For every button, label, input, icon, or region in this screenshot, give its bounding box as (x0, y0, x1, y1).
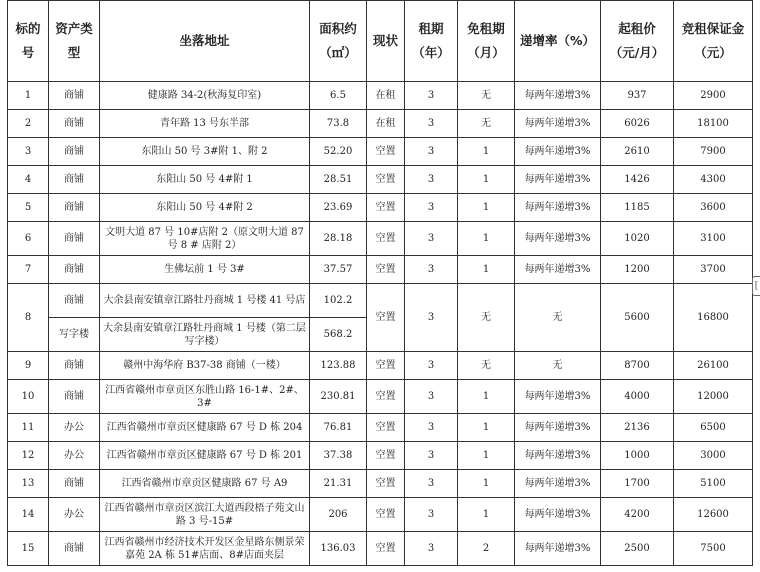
cell-status: 空置 (367, 222, 405, 256)
cell-deposit: 3100 (674, 222, 753, 256)
cell-type: 商铺 (49, 166, 100, 194)
cell-status: 空置 (367, 470, 405, 498)
cell-rent: 5600 (601, 284, 674, 352)
table-row (8, 352, 753, 380)
table-row (8, 498, 753, 532)
cell-free: 1 (458, 166, 515, 194)
cell-no: 6 (8, 222, 49, 256)
cell-no: 8 (8, 284, 49, 352)
cell-no: 4 (8, 166, 49, 194)
cell-term: 3 (405, 498, 458, 532)
cell-status: 空置 (367, 532, 405, 566)
cell-area: 37.38 (310, 442, 367, 470)
table-row (8, 380, 753, 414)
cell-increment: 无 (515, 284, 601, 352)
cell-term: 3 (405, 110, 458, 138)
cell-type: 商铺 (49, 222, 100, 256)
table-row (8, 166, 753, 194)
cell-type: 商铺 (49, 82, 100, 110)
cell-area: 23.69 (310, 194, 367, 222)
cell-area: 568.2 (310, 318, 367, 352)
cell-deposit: 5100 (674, 470, 753, 498)
cell-term: 3 (405, 532, 458, 566)
cell-increment: 每两年递增3% (515, 138, 601, 166)
cell-status: 空置 (367, 498, 405, 532)
cell-status: 空置 (367, 256, 405, 284)
col-header-address: 坐落地址 (100, 1, 310, 82)
cell-deposit: 6500 (674, 414, 753, 442)
cell-area: 52.20 (310, 138, 367, 166)
cell-type: 办公 (49, 498, 100, 532)
col-header-free: 免租期（月） (458, 1, 515, 82)
cell-type: 商铺 (49, 470, 100, 498)
cell-area: 28.51 (310, 166, 367, 194)
cell-area: 21.31 (310, 470, 367, 498)
col-header-deposit: 竞租保证金（元） (674, 1, 753, 82)
cell-deposit: 16800 (674, 284, 753, 352)
cell-deposit: 7500 (674, 532, 753, 566)
cell-status: 空置 (367, 442, 405, 470)
cell-status: 空置 (367, 166, 405, 194)
cell-increment: 每两年递增3% (515, 110, 601, 138)
cell-status: 空置 (367, 414, 405, 442)
cell-status: 在租 (367, 82, 405, 110)
col-header-no: 标的号 (8, 1, 49, 82)
lease-table (7, 0, 753, 566)
cell-free: 无 (458, 284, 515, 352)
cell-increment: 每两年递增3% (515, 380, 601, 414)
cell-no: 14 (8, 498, 49, 532)
cell-address: 江西省赣州市章贡区滨江大道西段梧子苑文山路 3 号-15# (100, 498, 310, 532)
cell-rent: 4000 (601, 380, 674, 414)
table-row (8, 222, 753, 256)
cell-status: 空置 (367, 284, 405, 352)
cell-increment: 每两年递增3% (515, 82, 601, 110)
cell-address: 青年路 13 号东半部 (100, 110, 310, 138)
cell-free: 1 (458, 498, 515, 532)
cell-no: 1 (8, 82, 49, 110)
cell-address: 东阳山 50 号 4#附 1 (100, 166, 310, 194)
cell-area: 230.81 (310, 380, 367, 414)
cell-no: 9 (8, 352, 49, 380)
table-row (8, 82, 753, 110)
cell-address: 江西省赣州市经济技术开发区金星路东侧景荣嘉苑 2A 栋 51#店面、8#店面夹层 (100, 532, 310, 566)
cell-address: 东阳山 50 号 3#附 1、附 2 (100, 138, 310, 166)
cell-type: 商铺 (49, 194, 100, 222)
cell-increment: 每两年递增3% (515, 442, 601, 470)
cell-type: 商铺 (49, 352, 100, 380)
cell-address: 赣州中海华府 B37-38 商铺（一楼） (100, 352, 310, 380)
cell-increment: 每两年递增3% (515, 194, 601, 222)
cell-rent: 937 (601, 82, 674, 110)
cell-term: 3 (405, 414, 458, 442)
cell-increment: 每两年递增3% (515, 256, 601, 284)
cell-term: 3 (405, 256, 458, 284)
table-row (8, 414, 753, 442)
cell-term: 3 (405, 82, 458, 110)
cell-area: 6.5 (310, 82, 367, 110)
cell-free: 1 (458, 222, 515, 256)
cell-address: 健康路 34-2(秋海复印室) (100, 82, 310, 110)
cell-area: 28.18 (310, 222, 367, 256)
table-row (8, 110, 753, 138)
cell-increment: 每两年递增3% (515, 532, 601, 566)
cell-area: 73.8 (310, 110, 367, 138)
cell-increment: 每两年递增3% (515, 222, 601, 256)
cell-rent: 1200 (601, 256, 674, 284)
cell-no: 7 (8, 256, 49, 284)
cell-no: 13 (8, 470, 49, 498)
cell-deposit: 3700 (674, 256, 753, 284)
cell-type: 写字楼 (49, 318, 100, 352)
cell-area: 76.81 (310, 414, 367, 442)
cell-address: 江西省赣州市章贡区健康路 67 号 D 栋 201 (100, 442, 310, 470)
cell-deposit: 2900 (674, 82, 753, 110)
cell-address: 江西省赣州市章贡区健康路 67 号 D 栋 204 (100, 414, 310, 442)
cell-increment: 每两年递增3% (515, 498, 601, 532)
cell-increment: 每两年递增3% (515, 166, 601, 194)
cell-no: 15 (8, 532, 49, 566)
cell-address: 江西省赣州市章贡区东胜山路 16-1#、2#、3# (100, 380, 310, 414)
col-header-status: 现状 (367, 1, 405, 82)
cell-address: 大余县南安镇章江路牡丹商城 1 号楼（第二层写字楼） (100, 318, 310, 352)
cell-rent: 8700 (601, 352, 674, 380)
cell-area: 37.57 (310, 256, 367, 284)
cell-term: 3 (405, 284, 458, 352)
cell-status: 在租 (367, 110, 405, 138)
cell-free: 无 (458, 82, 515, 110)
cell-rent: 6026 (601, 110, 674, 138)
cell-rent: 1426 (601, 166, 674, 194)
table-row (8, 284, 753, 318)
cell-address: 江西省赣州市章贡区健康路 67 号 A9 (100, 470, 310, 498)
cell-deposit: 7900 (674, 138, 753, 166)
cell-area: 123.88 (310, 352, 367, 380)
cell-rent: 2500 (601, 532, 674, 566)
cell-status: 空置 (367, 138, 405, 166)
cell-term: 3 (405, 442, 458, 470)
cell-free: 1 (458, 194, 515, 222)
cell-increment: 无 (515, 352, 601, 380)
cell-type: 商铺 (49, 380, 100, 414)
cell-area: 136.03 (310, 532, 367, 566)
cell-term: 3 (405, 166, 458, 194)
cell-rent: 2136 (601, 414, 674, 442)
col-header-area: 面积约（㎡） (310, 1, 367, 82)
cell-type: 商铺 (49, 138, 100, 166)
table-row (8, 194, 753, 222)
cell-free: 1 (458, 380, 515, 414)
cell-deposit: 12000 (674, 380, 753, 414)
table-row (8, 470, 753, 498)
cell-rent: 4200 (601, 498, 674, 532)
table-row (8, 256, 753, 284)
col-header-increment: 递增率（%） (515, 1, 601, 82)
cell-deposit: 26100 (674, 352, 753, 380)
side-scroll-tab[interactable]: [ (752, 276, 760, 296)
cell-rent: 1000 (601, 442, 674, 470)
cell-status: 空置 (367, 380, 405, 414)
cell-address: 文明大道 87 号 10#店附 2（原文明大道 87 号 8 # 店附 2） (100, 222, 310, 256)
cell-type: 办公 (49, 442, 100, 470)
cell-no: 10 (8, 380, 49, 414)
cell-free: 1 (458, 470, 515, 498)
cell-status: 空置 (367, 352, 405, 380)
cell-term: 3 (405, 138, 458, 166)
cell-free: 1 (458, 414, 515, 442)
cell-no: 3 (8, 138, 49, 166)
cell-rent: 1700 (601, 470, 674, 498)
cell-deposit: 3600 (674, 194, 753, 222)
cell-no: 5 (8, 194, 49, 222)
cell-deposit: 18100 (674, 110, 753, 138)
cell-term: 3 (405, 222, 458, 256)
table-row (8, 532, 753, 566)
cell-rent: 2610 (601, 138, 674, 166)
cell-no: 11 (8, 414, 49, 442)
cell-term: 3 (405, 380, 458, 414)
cell-term: 3 (405, 470, 458, 498)
cell-free: 无 (458, 352, 515, 380)
cell-free: 1 (458, 256, 515, 284)
cell-free: 1 (458, 138, 515, 166)
cell-type: 商铺 (49, 110, 100, 138)
cell-area: 206 (310, 498, 367, 532)
cell-address: 大余县南安镇章江路牡丹商城 1 号楼 41 号店 (100, 284, 310, 318)
cell-rent: 1185 (601, 194, 674, 222)
cell-deposit: 12600 (674, 498, 753, 532)
cell-rent: 1020 (601, 222, 674, 256)
cell-type: 商铺 (49, 532, 100, 566)
table-row (8, 138, 753, 166)
cell-type: 商铺 (49, 284, 100, 318)
cell-free: 无 (458, 110, 515, 138)
cell-free: 2 (458, 532, 515, 566)
cell-deposit: 4300 (674, 166, 753, 194)
cell-no: 2 (8, 110, 49, 138)
cell-status: 空置 (367, 194, 405, 222)
cell-type: 办公 (49, 414, 100, 442)
cell-type: 商铺 (49, 256, 100, 284)
col-header-term: 租期（年） (405, 1, 458, 82)
cell-deposit: 3000 (674, 442, 753, 470)
cell-area: 102.2 (310, 284, 367, 318)
cell-term: 3 (405, 194, 458, 222)
col-header-asset-type: 资产类型 (49, 1, 100, 82)
cell-increment: 每两年递增3% (515, 414, 601, 442)
cell-term: 3 (405, 352, 458, 380)
cell-free: 1 (458, 442, 515, 470)
cell-no: 12 (8, 442, 49, 470)
table-row (8, 442, 753, 470)
col-header-start-rent: 起租价（元/月） (601, 1, 674, 82)
cell-address: 生佛坛前 1 号 3# (100, 256, 310, 284)
cell-increment: 每两年递增3% (515, 470, 601, 498)
cell-address: 东阳山 50 号 4#附 2 (100, 194, 310, 222)
header-row (8, 1, 753, 82)
